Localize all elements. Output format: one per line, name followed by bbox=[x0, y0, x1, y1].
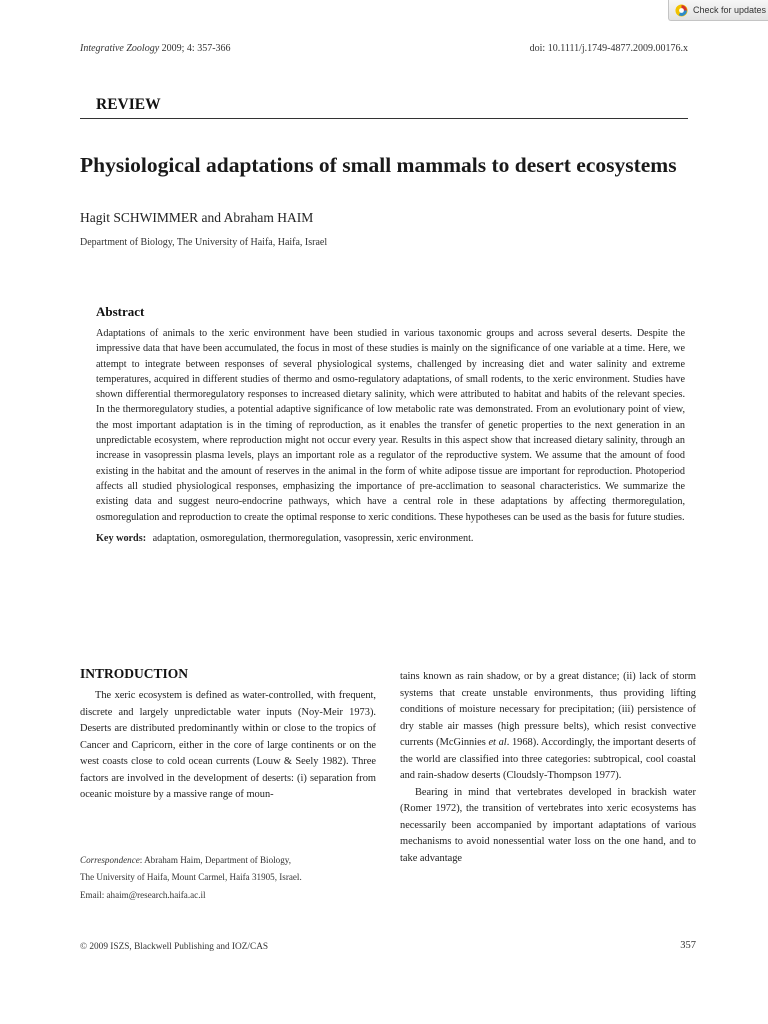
article-title: Physiological adaptations of small mammals to desert ecosystems bbox=[80, 153, 677, 177]
introduction-paragraph-1-continued bbox=[400, 669, 696, 785]
running-head bbox=[80, 43, 688, 54]
citation-details: 2009; 4: 357-366 bbox=[159, 43, 231, 54]
correspondence-address: The University of Haifa, Mount Carmel, Haifa 31905, Israel. bbox=[80, 872, 302, 883]
abstract-text: Adaptations of animals to the xeric environment have been studied in various taxonomic groups and across several deserts. Despite the impressive data that have been accumulated, the focus in most of these studies is mainly on the significance of one variable at a time. Here, we attempt to integrate between responses of several physiological systems, challenged by increasing diet and water salinity and extreme temperatures, acquired in different studies of thermo and osmo-regulatory adaptations, of small rodents, to the xeric environment. Studies have shown differential thermoregulatory responses to increased dietary salinity, which were attributed to habitat and habits of the relevant species. In the thermoregulatory studies, a potential adaptive significance of low metabolic rate was demonstrated. From an evolutionary point of view, the most important adaptation is in the timing of reproduction, as it enables the transfer of genetic properties to the next generation in an unpredictable ecosystem, where reproduction might not occur every year. Results in this aspect show that increased dietary salinity, through an increase in vasopressin plasma levels, plays an important role as a regulator of the reproductive system. We assume that the amount of food existing in the habitat and the amount of reserves in the animal in the form of white adipose tissue are important for reproduction. Photoperiod affects all studied physiological responses, emphasizing the importance of pre-acclimation to seasonal characteristics. We summarize the existing data and suggest neuro-endocrine pathways, which have a central role in these adaptations by affecting thermoregulation, osmoregulation and reproduction to create the optimal response to xeric conditions. These hypotheses can be used as the basis for future studies. bbox=[96, 328, 685, 523]
check-for-updates-button[interactable] bbox=[668, 0, 768, 21]
correspondence-email[interactable]: Email: ahaim@research.haifa.ac.il bbox=[80, 889, 206, 900]
keywords-label: Key words: bbox=[96, 532, 147, 544]
keywords bbox=[96, 533, 685, 544]
right-column bbox=[400, 669, 696, 867]
footer-copyright: © 2009 ISZS, Blackwell Publishing and IOZ/CAS bbox=[80, 942, 269, 952]
paragraph-text: . 1968). Accordingly, the important deserts of the world are classified into three categories: subtropical, cool coastal and rain-shadow deserts (Cloudsly-Thompson 1977). bbox=[400, 737, 696, 781]
header-rule bbox=[80, 118, 688, 119]
authors: Hagit SCHWIMMER and Abraham HAIM bbox=[80, 210, 314, 225]
affiliation: Department of Biology, The University of Haifa, Haifa, Israel bbox=[80, 237, 328, 248]
correspondence-name: : Abraham Haim, Department of Biology, bbox=[139, 855, 291, 865]
journal-citation bbox=[80, 43, 231, 54]
left-column bbox=[80, 666, 376, 804]
et-al-italic: et al bbox=[488, 737, 507, 748]
introduction-heading: INTRODUCTION bbox=[80, 666, 189, 681]
page-number: 357 bbox=[680, 940, 696, 951]
section-label: REVIEW bbox=[96, 96, 161, 113]
check-for-updates-label: Check for updates bbox=[693, 5, 767, 15]
doi[interactable]: doi: 10.1111/j.1749-4877.2009.00176.x bbox=[529, 43, 688, 54]
introduction-paragraph-2: Bearing in mind that vertebrates developed in brackish water (Romer 1972), the transition of vertebrates into xeric ecosystems has necessarily been accompanied by important adaptations of various mechanisms to avoid nonessential water loss on the one hand, and to take advantage bbox=[400, 786, 696, 864]
introduction-paragraph-1: The xeric ecosystem is defined as water-controlled, with frequent, discrete and largely unpredictable water inputs (Noy-Meir 1973). Deserts are distributed predominantly within or close to the tropics of Cancer and Capricorn, either in the core of large continents or on the west coasts close to cold ocean currents (Louw & Seely 1982). Three factors are involved in the development of deserts: (i) separation from oceanic moisture by a massive range of moun- bbox=[80, 690, 376, 800]
correspondence-name-line bbox=[80, 852, 380, 869]
keywords-list: adaptation, osmoregulation, thermoregulation, vasopressin, xeric environment. bbox=[152, 532, 474, 544]
check-for-updates-icon bbox=[675, 4, 688, 17]
abstract bbox=[96, 304, 685, 544]
paragraph-text: tains known as rain shadow, or by a great distance; (ii) lack of storm systems that create unstable environments, thus providing lifting conditions of moisture necessary for precipitation; (iii) persistence of dry stable air masses (high pressure belts), which resist convective currents (McGinnies bbox=[400, 671, 696, 748]
correspondence bbox=[80, 852, 380, 904]
correspondence-label: Correspondence bbox=[80, 855, 140, 865]
abstract-heading: Abstract bbox=[96, 304, 145, 319]
journal-name: Integrative Zoology bbox=[80, 43, 160, 54]
